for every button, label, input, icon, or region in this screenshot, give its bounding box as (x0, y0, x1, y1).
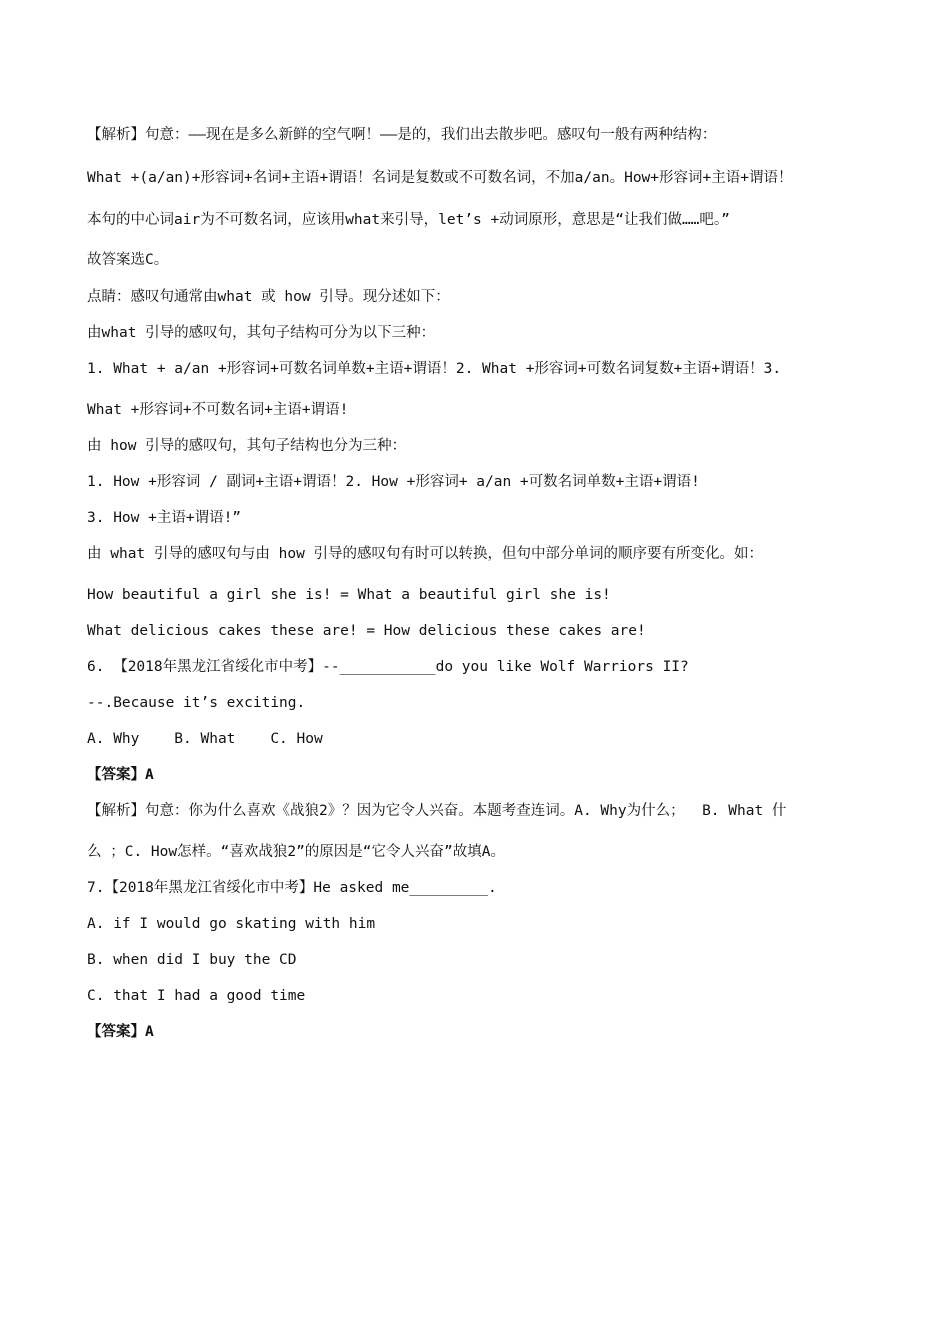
question-6-options: A. Why B. What C. How (87, 731, 323, 747)
question-6-answer: 【答案】A (87, 767, 154, 783)
question-6-analysis-2: 么 ；C. How怎样。“喜欢战狼2”的原因是“它令人兴奋”故填A。 (87, 844, 505, 860)
tip-what-intro: 由what 引导的感叹句，其句子结构可分为以下三种： (87, 325, 436, 341)
question-6-response: --.Because it’s exciting. (87, 695, 306, 711)
analysis-line-1: 【解析】句意：——现在是多么新鲜的空气啊！——是的，我们出去散步吧。感叹句一般有两种结构： (87, 127, 717, 143)
tip-convert: 由 what 引导的感叹句与由 how 引导的感叹句有时可以转换，但句中部分单词的顺序要有所变化。如： (87, 546, 764, 562)
question-7-option-a: A. if I would go skating with him (87, 916, 376, 932)
tip-how-intro: 由 how 引导的感叹句，其句子结构也分为三种： (87, 438, 407, 454)
tip-example-2: What delicious cakes these are! = How delicious these cakes are! (87, 623, 646, 639)
tip-intro: 点睛：感叹句通常由what 或 how 引导。现分述如下： (87, 289, 450, 305)
analysis-line-3: 本句的中心词air为不可数名词，应该用what来引导，let’s +动词原形，意思是“让我们做……吧。” (87, 212, 730, 228)
question-7-answer: 【答案】A (87, 1024, 154, 1040)
tip-how-line-2: 3. How +主语+谓语!” (87, 510, 242, 526)
question-7-option-c: C. that I had a good time (87, 988, 306, 1004)
question-7: 7.【2018年黑龙江省绥化市中考】He asked me_________. (87, 880, 497, 896)
tip-example-1: How beautiful a girl she is! = What a beautiful girl she is! (87, 587, 611, 603)
tip-what-line-1: 1. What + a/an +形容词+可数名词单数+主语+谓语！2. What +形容词+可数名词复数+主语+谓语！3. (87, 361, 782, 377)
analysis-line-4: 故答案选C。 (87, 252, 169, 268)
question-6: 6. 【2018年黑龙江省绥化市中考】--___________do you like Wolf Warriors II? (87, 659, 689, 675)
question-6-analysis-1: 【解析】句意：你为什么喜欢《战狼2》？因为它令人兴奋。本题考查连词。A. Why为什么； B. What 什 (87, 803, 787, 819)
tip-how-line-1: 1. How +形容词 / 副词+主语+谓语！2. How +形容词+ a/an +可数名词单数+主语+谓语! (87, 474, 700, 490)
question-7-option-b: B. when did I buy the CD (87, 952, 297, 968)
analysis-line-2: What +(a/an)+形容词+名词+主语+谓语！名词是复数或不可数名词，不加a/an。How+形容词+主语+谓语！ (87, 170, 793, 186)
tip-what-line-2: What +形容词+不可数名词+主语+谓语! (87, 402, 349, 418)
